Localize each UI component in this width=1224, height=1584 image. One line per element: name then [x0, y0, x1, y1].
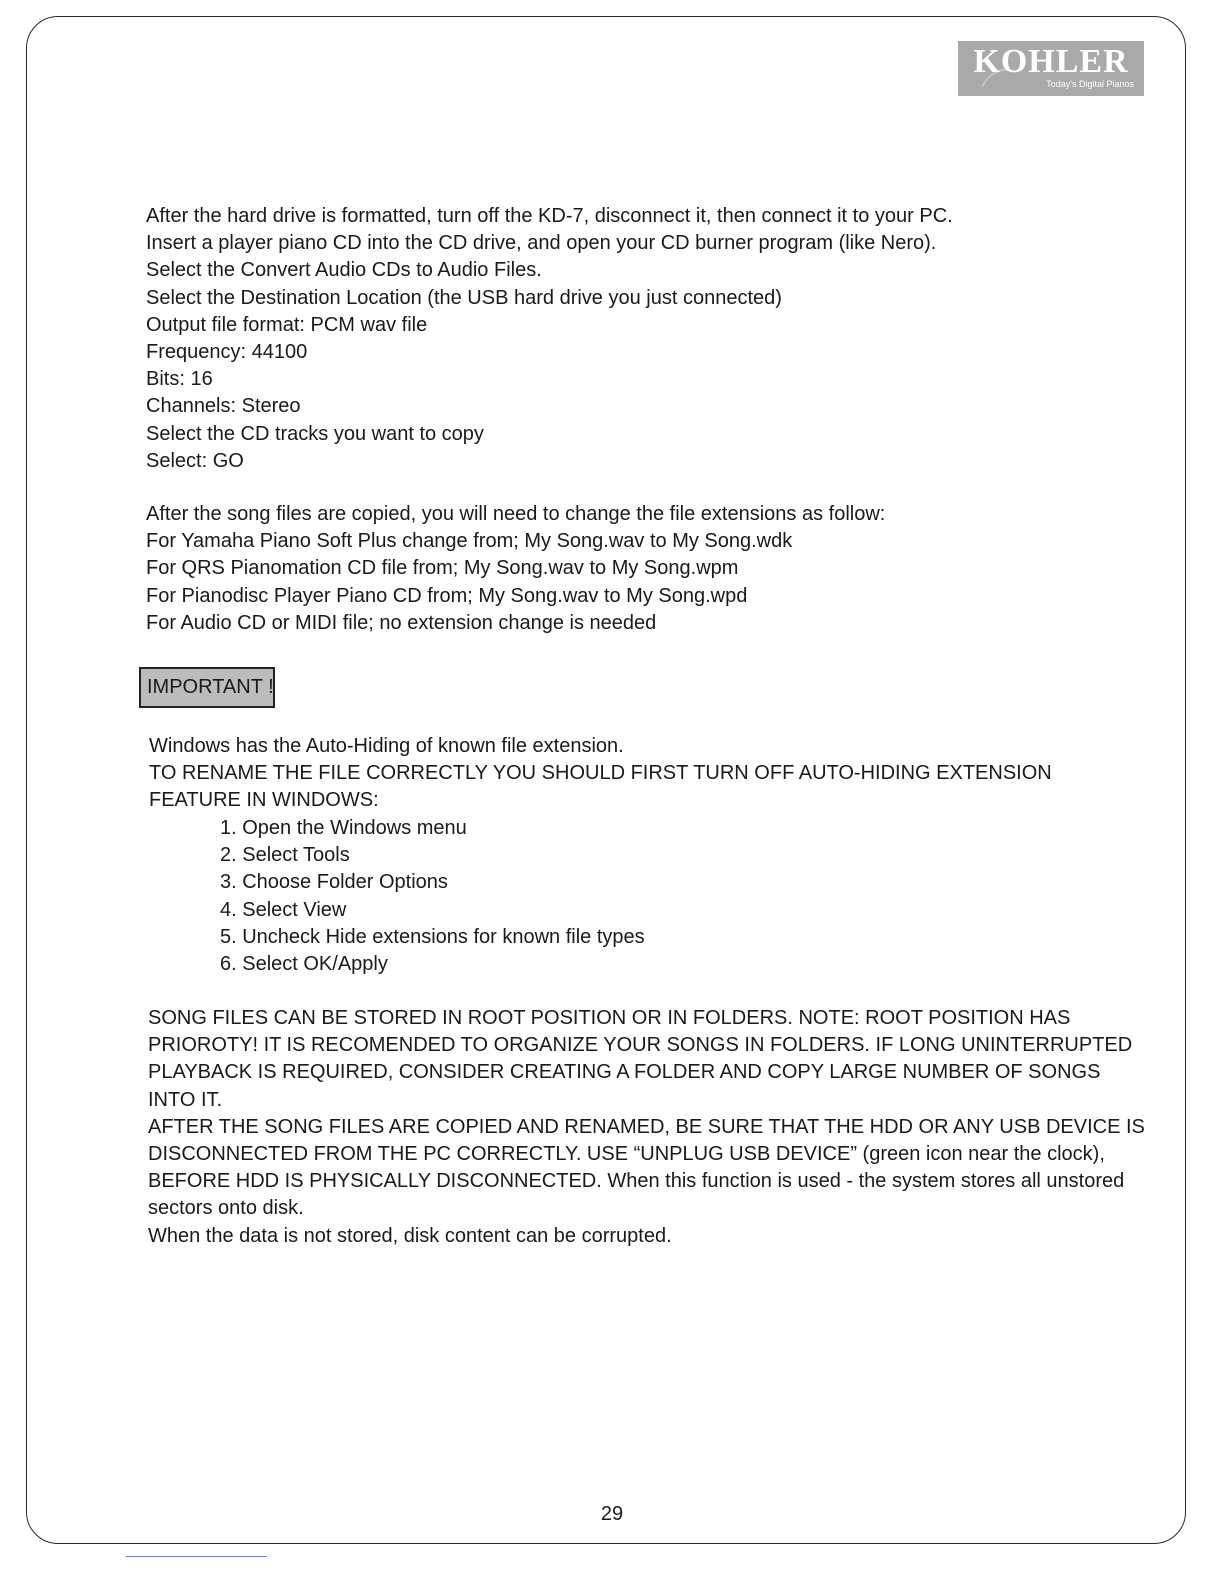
- extension-line: For Yamaha Piano Soft Plus change from; My Song.wav to My Song.wdk: [146, 530, 793, 553]
- instruction-line: Insert a player piano CD into the CD drive, and open your CD burner program (like Nero).: [146, 232, 937, 255]
- step-item: 2. Select Tools: [220, 844, 350, 867]
- storage-paragraph: AFTER THE SONG FILES ARE COPIED AND RENAMED, BE SURE THAT THE HDD OR ANY USB DEVICE IS DISCONNECTED FROM THE PC CORRECTLY. USE “UNPLUG USB DEVICE” (green icon near the clock), BEFORE HDD IS PHYSICALLY DISCONNECTED. When this function is used - the system stores all unstored sectors onto disk.: [148, 1115, 1145, 1220]
- instruction-line: Select the Convert Audio CDs to Audio Files.: [146, 259, 542, 282]
- instruction-line: Output file format: PCM wav file: [146, 313, 428, 336]
- step-item: 5. Uncheck Hide extensions for known file types: [220, 925, 645, 948]
- logo-tagline: Today's Digital Pianos: [1046, 79, 1134, 89]
- kohler-logo: [958, 41, 1144, 96]
- windows-note-line: TO RENAME THE FILE CORRECTLY YOU SHOULD FIRST TURN OFF AUTO-HIDING EXTENSION FEATURE IN WINDOWS:: [149, 762, 1052, 812]
- step-item: 1. Open the Windows menu: [220, 817, 467, 839]
- instruction-line: Channels: Stereo: [146, 395, 301, 418]
- storage-paragraph: SONG FILES CAN BE STORED IN ROOT POSITION OR IN FOLDERS. NOTE: ROOT POSITION HAS PRIOROTY! IT IS RECOMENDED TO ORGANIZE YOUR SONGS IN FOLDERS. IF LONG UNINTERRUPTED PLAYBACK IS REQUIRED, CONSIDER CREATING A FOLDER AND COPY LARGE NUMBER OF SONGS INTO IT.: [148, 1007, 1133, 1111]
- extension-line: For Pianodisc Player Piano CD from; My Song.wav to My Song.wpd: [146, 584, 748, 607]
- windows-note: [149, 733, 1129, 815]
- instruction-line: Select: GO: [146, 449, 244, 472]
- instruction-line: Bits: 16: [146, 368, 213, 391]
- steps-list: [220, 815, 645, 978]
- storage-paragraph: When the data is not stored, disk content can be corrupted.: [148, 1224, 672, 1247]
- logo-brand: KOHLER: [973, 43, 1129, 80]
- footer-rule: [126, 1556, 267, 1557]
- extension-line: For QRS Pianomation CD file from; My Song.wav to My Song.wpm: [146, 557, 739, 580]
- instruction-line: Select the Destination Location (the USB hard drive you just connected): [146, 286, 782, 309]
- windows-note-line: Windows has the Auto-Hiding of known file extension.: [149, 735, 624, 757]
- extension-line: For Audio CD or MIDI file; no extension change is needed: [146, 611, 657, 634]
- extension-line: After the song files are copied, you will need to change the file extensions as follow:: [146, 503, 886, 525]
- step-item: 6. Select OK/Apply: [220, 953, 388, 976]
- extension-instructions: [146, 501, 885, 637]
- important-label: IMPORTANT !: [139, 667, 275, 708]
- storage-notes: [148, 1005, 1148, 1250]
- page-number: 29: [600, 1503, 624, 1525]
- step-item: 3. Choose Folder Options: [220, 871, 448, 894]
- conversion-instructions: [146, 203, 953, 475]
- instruction-line: After the hard drive is formatted, turn off the KD-7, disconnect it, then connect it to your PC.: [146, 205, 953, 227]
- instruction-line: Select the CD tracks you want to copy: [146, 422, 484, 445]
- step-item: 4. Select View: [220, 898, 347, 921]
- instruction-line: Frequency: 44100: [146, 341, 308, 364]
